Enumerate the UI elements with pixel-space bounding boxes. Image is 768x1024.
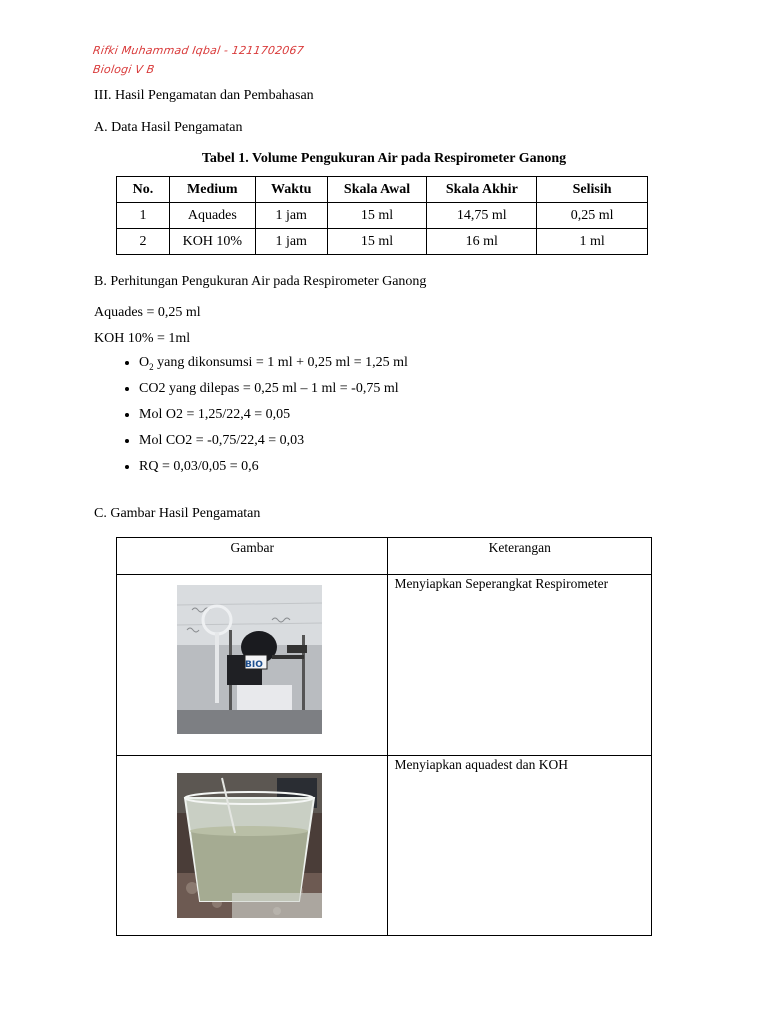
table-cell: 1 <box>117 203 170 229</box>
table-header-row <box>117 177 648 203</box>
table-caption: Tabel 1. Volume Pengukuran Air pada Respirometer Ganong <box>201 151 567 166</box>
caption-cell: Menyiapkan Seperangkat Respirometer <box>388 575 652 756</box>
header-no: No. <box>117 177 170 203</box>
pictures-header-row <box>117 538 652 575</box>
beaker-photo <box>177 773 322 918</box>
calculation-list <box>94 354 408 484</box>
list-item: • Mol CO2 = -0,75/22,4 = 0,03 <box>139 432 408 458</box>
o2-symbol: O <box>139 355 150 370</box>
table-row <box>117 203 648 229</box>
table-cell: 15 ml <box>327 229 427 255</box>
o2-text: yang dikonsumsi = 1 ml + 0,25 ml = 1,25 ml <box>153 355 408 370</box>
header-skala-akhir: Skala Akhir <box>427 177 537 203</box>
header-selisih: Selisih <box>537 177 648 203</box>
o2-subscript: 2 <box>149 361 154 372</box>
photo-cell <box>117 756 388 936</box>
section-heading-main: III. Hasil Pengamatan dan Pembahasan <box>94 88 314 103</box>
table-row <box>117 756 652 936</box>
list-item: • CO2 yang dilepas = 0,25 ml – 1 ml = -0,75 ml <box>139 380 408 406</box>
handwritten-class: Biologi V B <box>92 63 156 76</box>
pictures-table <box>116 537 652 936</box>
list-item <box>139 354 408 380</box>
section-heading-c: C. Gambar Hasil Pengamatan <box>94 506 261 521</box>
table-cell: Aquades <box>169 203 255 229</box>
header-skala-awal: Skala Awal <box>327 177 427 203</box>
observation-table <box>116 176 648 255</box>
table-cell: 1 jam <box>255 229 327 255</box>
table-cell: 2 <box>117 229 170 255</box>
photo-cell <box>117 575 388 756</box>
caption-cell: Menyiapkan aquadest dan KOH <box>388 756 652 936</box>
table-cell: 0,25 ml <box>537 203 648 229</box>
table-cell: KOH 10% <box>169 229 255 255</box>
header-keterangan: Keterangan <box>388 538 652 575</box>
section-heading-a: A. Data Hasil Pengamatan <box>94 120 243 135</box>
table-cell: 1 ml <box>537 229 648 255</box>
table-row <box>117 575 652 756</box>
list-item: • RQ = 0,03/0,05 = 0,6 <box>139 458 408 484</box>
header-gambar: Gambar <box>117 538 388 575</box>
list-item: • Mol O2 = 1,25/22,4 = 0,05 <box>139 406 408 432</box>
table-cell: 1 jam <box>255 203 327 229</box>
header-waktu: Waktu <box>255 177 327 203</box>
photo-label: BIO <box>245 660 263 670</box>
calc-line-koh: KOH 10% = 1ml <box>94 331 191 346</box>
table-row <box>117 229 648 255</box>
table-cell: 14,75 ml <box>427 203 537 229</box>
table-cell: 16 ml <box>427 229 537 255</box>
handwritten-name: Rifki Muhammad Iqbal - 1211702067 <box>92 44 305 57</box>
section-heading-b: B. Perhitungan Pengukuran Air pada Respirometer Ganong <box>94 274 427 289</box>
table-cell: 15 ml <box>327 203 427 229</box>
calc-line-aquades: Aquades = 0,25 ml <box>94 305 201 320</box>
header-medium: Medium <box>169 177 255 203</box>
